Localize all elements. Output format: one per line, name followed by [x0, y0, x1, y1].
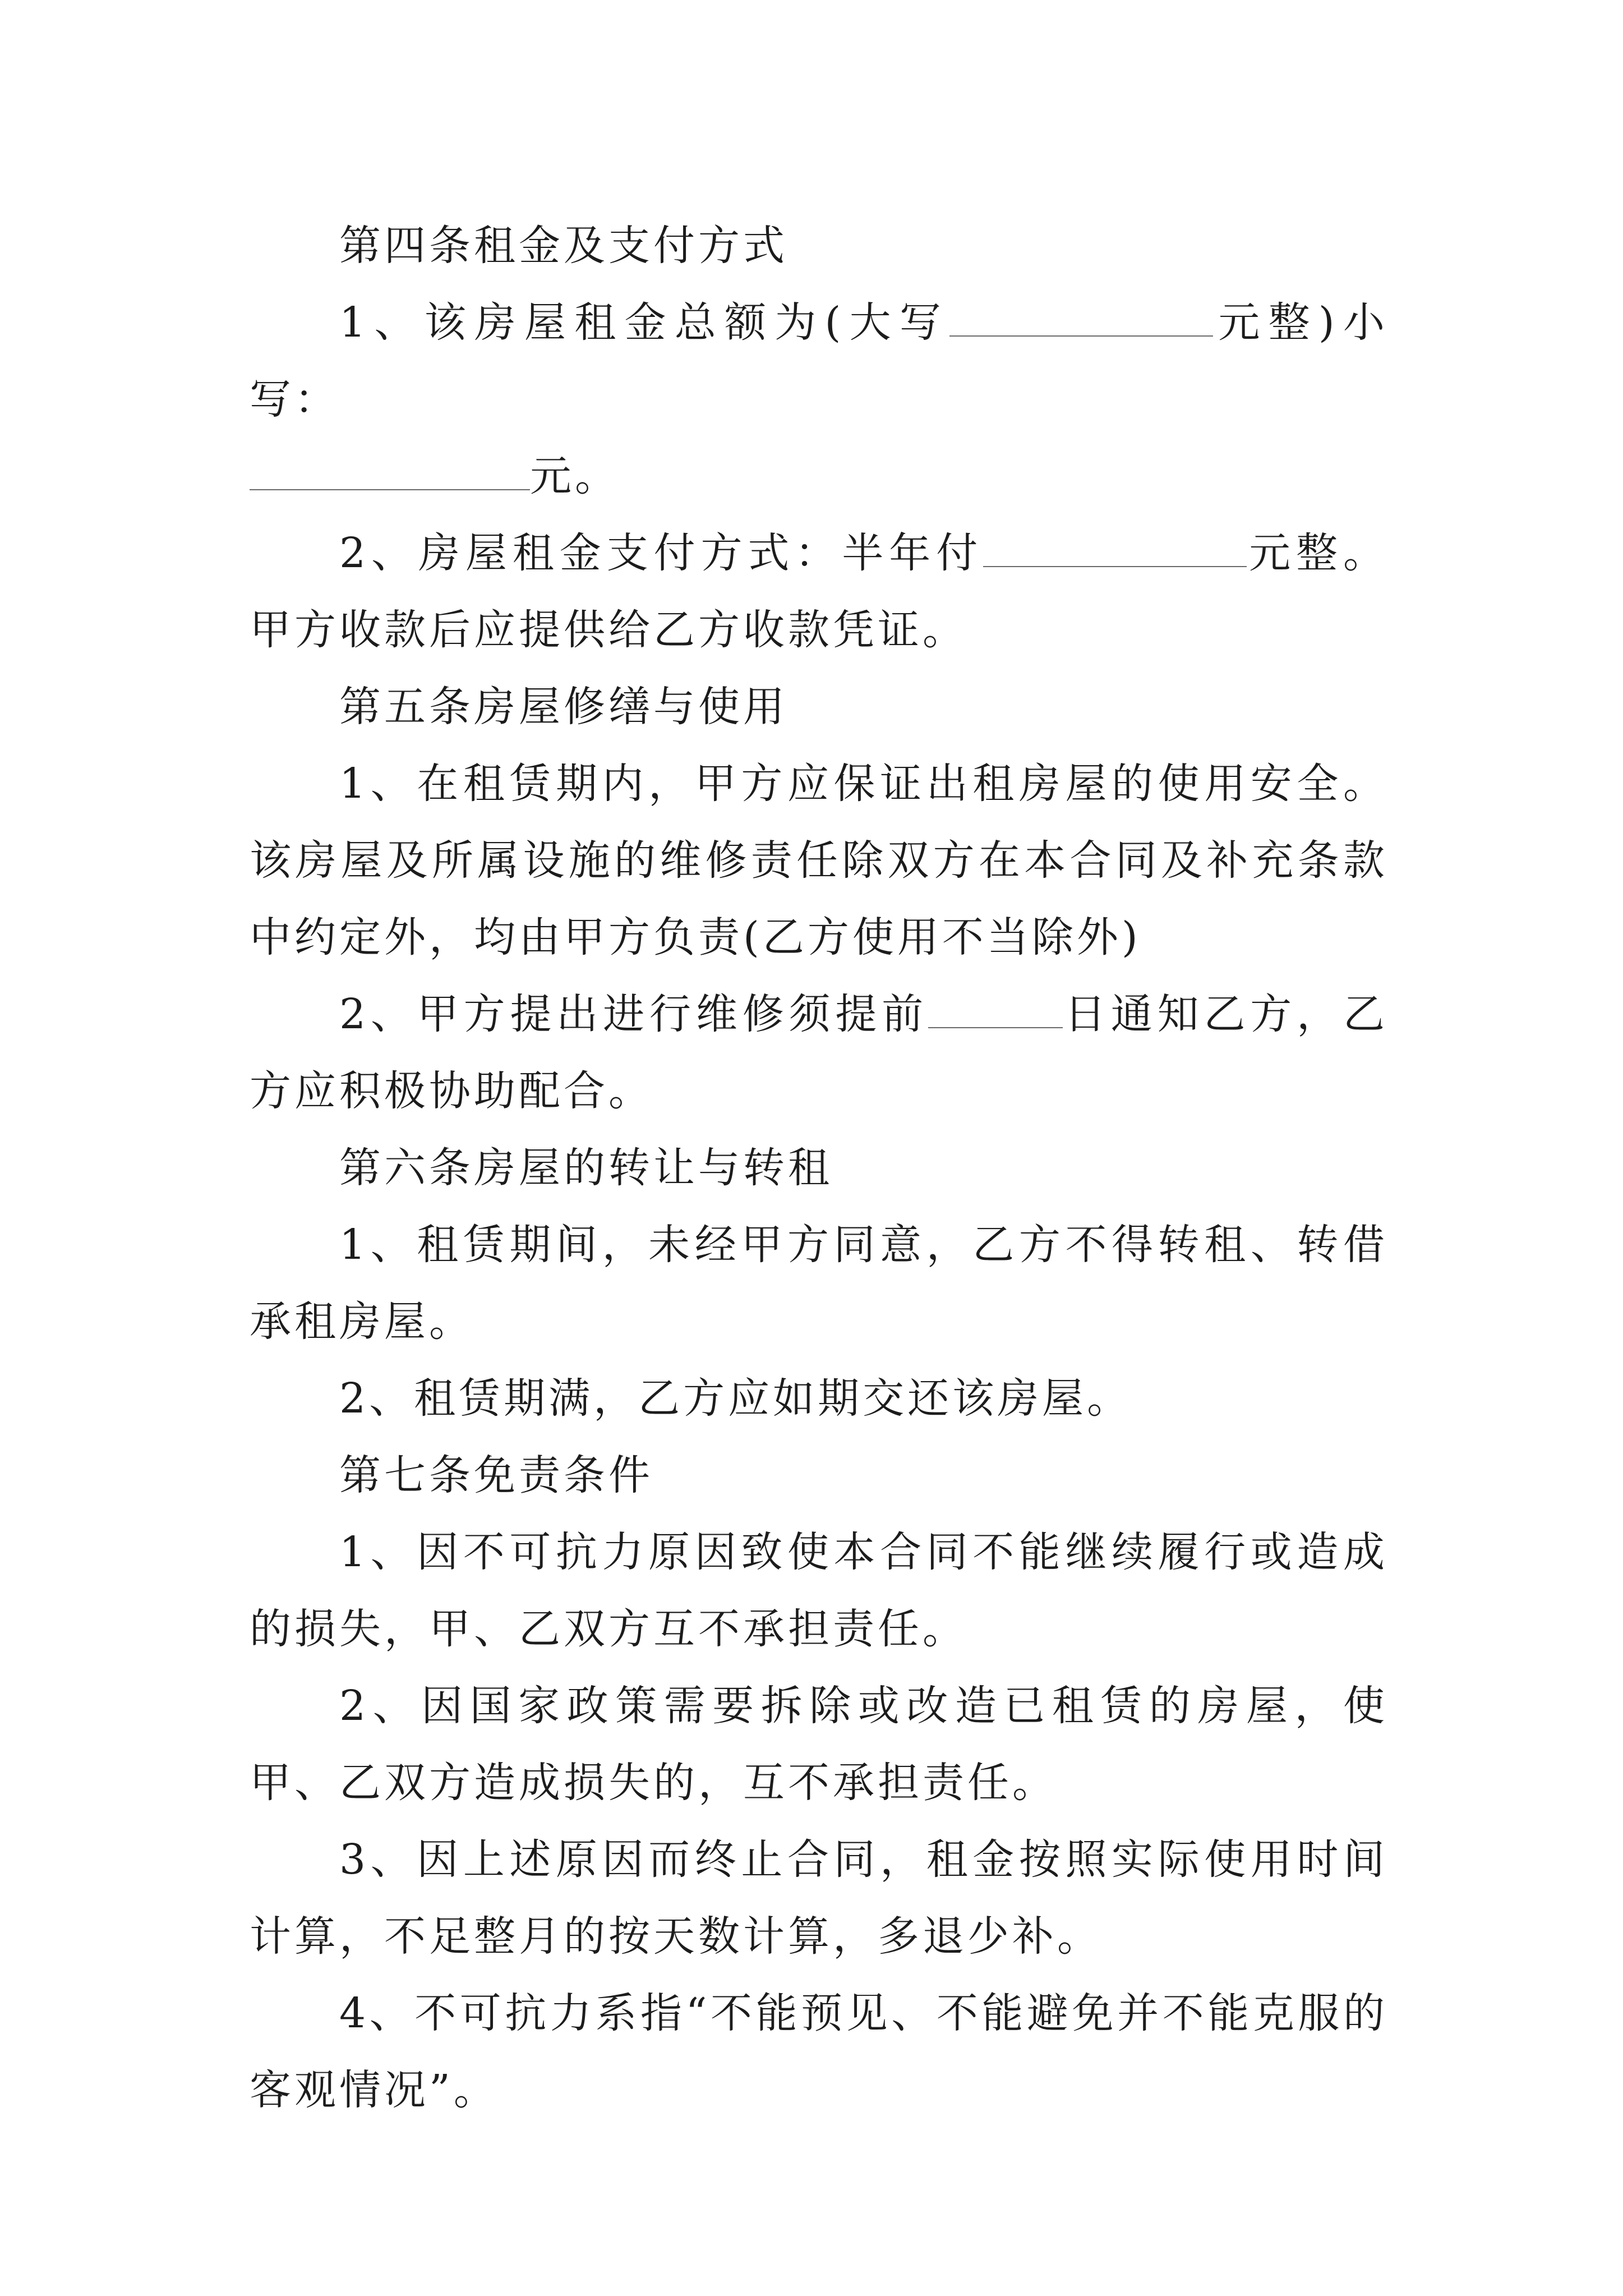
document-body — [250, 208, 1388, 2129]
article-4-heading: 第四条租金及支付方式 — [339, 222, 788, 270]
article-5-heading: 第五条房屋修缮与使用 — [339, 683, 788, 731]
article-7-clause-3: 3、因上述原因而终止合同，租金按照实际使用时间计算，不足整月的按天数计算，多退少补。 — [250, 1835, 1388, 1961]
rent-total-lowercase-blank — [250, 450, 530, 490]
article-7-clause-4: 4、不可抗力系指“不能预见、不能避免并不能克服的客观情况”。 — [250, 1989, 1388, 2114]
article-6-clause-1: 1、租赁期间，未经甲方同意，乙方不得转租、转借承租房屋。 — [250, 1221, 1388, 1346]
article-4-clause-1: 1、该房屋租金总额为(大写 元整)小写： 元。 — [250, 284, 1388, 515]
article-7-clause-1: 1、因不可抗力原因致使本合同不能继续履行或造成的损失，甲、乙双方互不承担责任。 — [250, 1528, 1388, 1653]
article-5-clause-1: 1、在租赁期内，甲方应保证出租房屋的使用安全。该房屋及所属设施的维修责任除双方在本合同及补充条款中约定外，均由甲方负责(乙方使用不当除外) — [250, 760, 1388, 961]
article-4-clause-2: 2、房屋租金支付方式：半年付 元整。甲方收款后应提供给乙方收款凭证。 — [250, 515, 1388, 669]
notice-days-blank — [928, 988, 1063, 1028]
article-7-clause-2: 2、因国家政策需要拆除或改造已租赁的房屋，使甲、乙双方造成损失的，互不承担责任。 — [250, 1682, 1388, 1807]
article-6-heading: 第六条房屋的转让与转租 — [339, 1144, 833, 1192]
half-year-payment-blank — [983, 527, 1247, 567]
rent-total-uppercase-blank — [949, 296, 1213, 337]
article-5-clause-2: 2、甲方提出进行维修须提前 日通知乙方，乙方应积极协助配合。 — [250, 976, 1388, 1130]
article-7-heading: 第七条免责条件 — [339, 1451, 653, 1499]
article-6-clause-2: 2、租赁期满，乙方应如期交还该房屋。 — [339, 1374, 1132, 1423]
